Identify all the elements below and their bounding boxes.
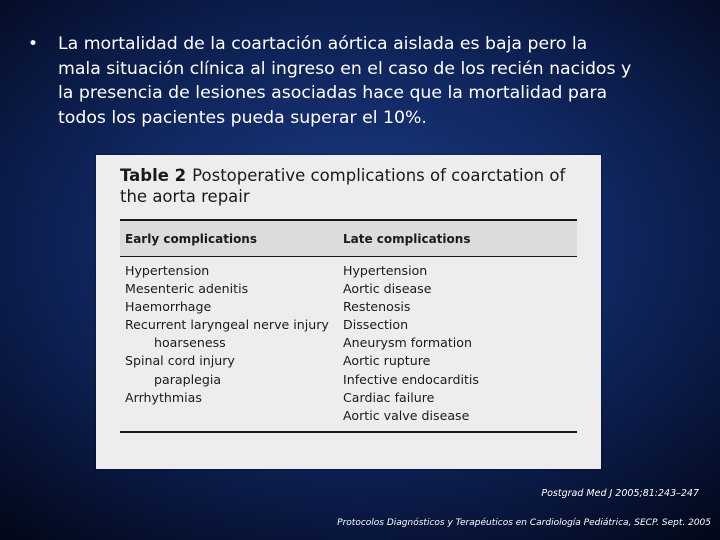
list-item: Cardiac failure <box>343 389 435 405</box>
list-item: Hypertension <box>125 263 210 278</box>
list-item: Spinal cord injury <box>125 353 235 369</box>
column-header-early: Early complications <box>125 232 257 246</box>
table-label: Table 2 <box>120 166 187 185</box>
late-complications-list <box>343 262 479 425</box>
bullet-symbol: • <box>28 34 39 54</box>
complications-table <box>96 155 601 469</box>
bullet-line: la presencia de lesiones asociadas hace que la mortalidad para <box>58 83 608 103</box>
early-complications-list <box>125 262 329 407</box>
bullet-point <box>28 32 708 130</box>
list-item: Aneurysm formation <box>343 335 472 351</box>
list-item: Infective endocarditis <box>343 371 479 387</box>
table-title: Postoperative complications of coarctation of the aorta repair <box>120 166 566 206</box>
list-item: Restenosis <box>343 299 411 315</box>
bullet-line: todos los pacientes pueda superar el 10%. <box>58 107 427 128</box>
column-header-late: Late complications <box>343 232 471 246</box>
journal-citation: Postgrad Med J 2005;81:243–247 <box>541 488 699 499</box>
bullet-line: mala situación clínica al ingreso en el caso de los recién nacidos y <box>58 58 632 79</box>
list-item: paraplegia <box>154 371 222 387</box>
list-item: Dissection <box>343 317 409 333</box>
list-item: Arrhythmias <box>125 389 202 405</box>
table-caption <box>120 165 580 207</box>
list-item: Recurrent laryngeal nerve injury <box>125 317 329 333</box>
table-header-rule <box>120 256 577 257</box>
bullet-text <box>58 32 708 130</box>
list-item: Hypertension <box>343 263 428 278</box>
table-bottom-rule <box>120 431 577 433</box>
list-item: Aortic rupture <box>343 353 431 369</box>
list-item: hoarseness <box>154 335 226 351</box>
list-item: Aortic valve disease <box>343 407 470 423</box>
protocol-citation: Protocolos Diagnósticos y Terapéuticos en Cardiología Pediátrica, SECP. Sept. 2005 <box>337 518 711 528</box>
bullet-line: La mortalidad de la coartación aórtica aislada es baja pero la <box>58 34 588 54</box>
list-item: Haemorrhage <box>125 299 212 315</box>
list-item: Mesenteric adenitis <box>125 281 249 297</box>
list-item: Aortic disease <box>343 281 432 297</box>
